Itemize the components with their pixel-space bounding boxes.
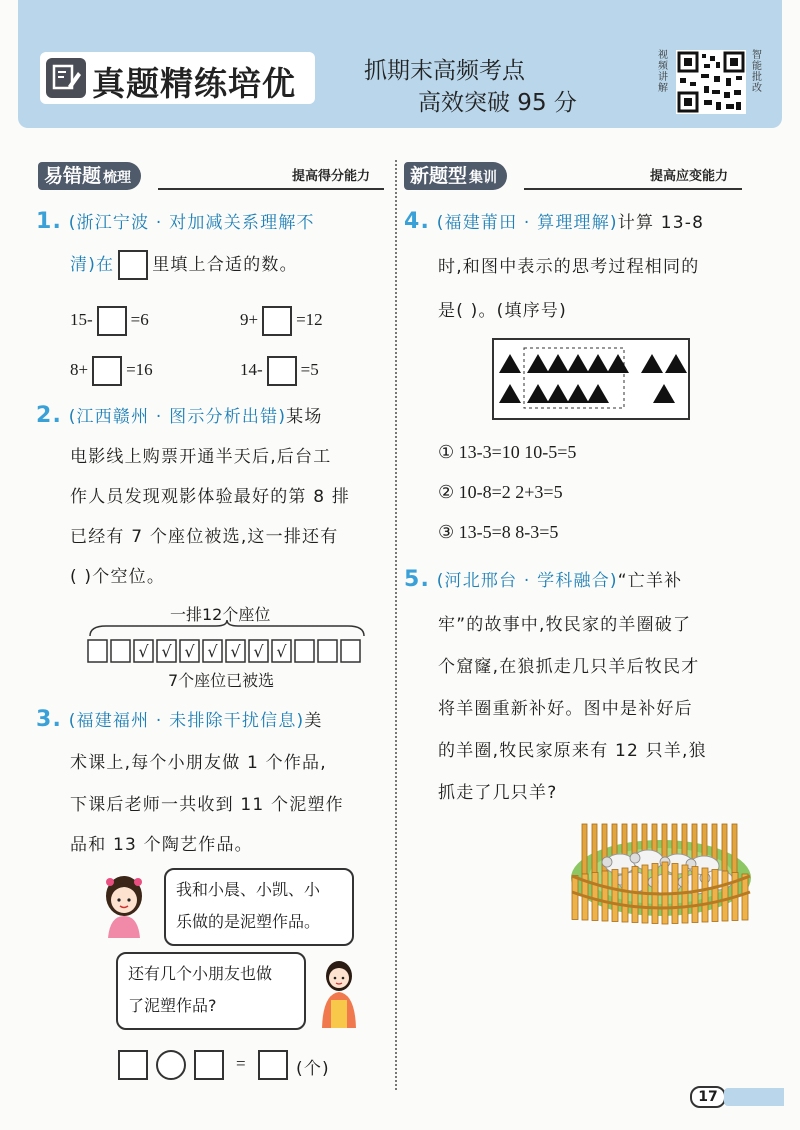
q5-source: (河北邢台 · 学科融合): [436, 571, 618, 591]
answer-box[interactable]: [92, 356, 122, 386]
seat-check: √: [138, 642, 149, 661]
answer-box[interactable]: [118, 250, 148, 280]
slogan-line-1: 抓期末高频考点: [364, 58, 525, 84]
seat: [88, 640, 107, 662]
q4-option-3[interactable]: ③ 13-5=8 8-3=5: [438, 522, 559, 542]
q5-line-3: 个窟窿,在狼抓走几只羊后牧民才: [438, 657, 700, 677]
q1-line-2: [70, 250, 298, 280]
eq-unit: (个): [296, 1059, 330, 1079]
seat-check: √: [276, 642, 287, 661]
eq-equal: =: [236, 1054, 246, 1073]
seat-check: √: [207, 642, 218, 661]
q1-eq-1: [70, 306, 149, 336]
bubble-text: 还有几个小朋友也做: [128, 964, 273, 983]
seat: [318, 640, 337, 662]
pencil-icon: [46, 58, 86, 98]
header-title-box: [40, 52, 315, 104]
triangle-diagram: [492, 338, 690, 420]
fence-post: [732, 824, 737, 874]
section-tag-small: 梳理: [103, 170, 132, 186]
speech-bubble-teacher: [116, 952, 306, 1030]
sheep-pen-illustration: [568, 816, 754, 926]
bubble-text: 了泥塑作品?: [128, 996, 217, 1015]
fence-post: [712, 870, 718, 922]
q5-line-5: 的羊圈,牧民家原来有 12 只羊,狼: [438, 741, 707, 761]
q5-line-4: 将羊圈重新补好。图中是补好后: [438, 699, 693, 719]
seat-box: [318, 640, 337, 662]
q3-line-3: 下课后老师一共收到 11 个泥塑作: [70, 795, 344, 815]
q1-eq-3: [70, 356, 153, 386]
seat-check: √: [230, 642, 241, 661]
eq-part: 14-: [240, 359, 263, 379]
eq-part: 8+: [70, 359, 89, 379]
column-divider: [395, 160, 397, 1090]
seat: [295, 640, 314, 662]
slogan-line-2: 高效突破 95 分: [418, 90, 577, 116]
q3-source: (福建福州 · 未排除干扰信息): [68, 711, 305, 731]
seat-box: [341, 640, 360, 662]
q4-source: (福建莆田 · 算理理解): [436, 213, 618, 233]
answer-box[interactable]: [194, 1050, 224, 1080]
header-title: 真题精练培优: [92, 64, 296, 103]
fence-post: [572, 876, 578, 920]
bubble-text: 乐做的是泥塑作品。: [176, 912, 321, 931]
q5-line-2: 牢”的故事中,牧民家的羊圈破了: [438, 615, 692, 635]
fence-post: [592, 824, 597, 874]
seat: [111, 640, 130, 662]
fence-post: [692, 867, 698, 923]
seat-box: [88, 640, 107, 662]
q2-line-4: 已经有 7 个座位被选,这一排还有: [70, 527, 339, 547]
q5-line1-rest: “亡羊补: [617, 571, 683, 591]
seat: [134, 640, 153, 662]
q5-number: 5.: [404, 567, 431, 592]
fence-post: [702, 868, 708, 922]
q2-line1-rest: 某场: [286, 407, 323, 427]
speech-bubble-girl: [164, 868, 354, 946]
page-header: [18, 0, 782, 128]
fence-post: [722, 824, 727, 874]
banner-rule: [158, 188, 384, 190]
seat: [180, 640, 199, 662]
q3-number: 3.: [36, 707, 63, 732]
teacher-illustration: [314, 956, 364, 1028]
seat: [341, 640, 360, 662]
fence-post: [602, 871, 608, 921]
seat-check: √: [253, 642, 264, 661]
q5-line-6: 抓走了几只羊?: [438, 783, 558, 803]
q4-option-2[interactable]: ② 10-8=2 2+3=5: [438, 482, 563, 502]
eq-part: 9+: [240, 309, 259, 329]
page-tab: [724, 1088, 784, 1106]
section-goal-left: 提高得分能力: [292, 169, 371, 184]
eq-part: 15-: [70, 309, 93, 329]
q2-line-1: [36, 402, 323, 428]
q1-line2-end: 里填上合适的数。: [152, 255, 298, 275]
diagram-frame: [493, 339, 689, 419]
qr-label-video: 视频讲解: [658, 50, 668, 94]
eq-part: =12: [296, 309, 323, 329]
q4-line-3: 是( )。(填序号): [438, 301, 567, 321]
answer-box[interactable]: [118, 1050, 148, 1080]
q4-line-2: 时,和图中表示的思考过程相同的: [438, 257, 700, 277]
qr-panel[interactable]: [658, 48, 780, 116]
eq-part: =16: [126, 359, 153, 379]
q4-line1-rest: 计算 13-8: [617, 213, 705, 233]
seat-row: [88, 640, 360, 662]
seat: [157, 640, 176, 662]
seat-box: [111, 640, 130, 662]
q4-number: 4.: [404, 209, 431, 234]
q4-line-1: [404, 208, 704, 234]
seat-diagram-bottom-label: 7个座位已被选: [168, 671, 275, 690]
answer-box[interactable]: [262, 306, 292, 336]
section-tag-small: 集训: [469, 170, 498, 186]
answer-box[interactable]: [267, 356, 297, 386]
eq-part: =6: [130, 309, 149, 329]
fence-post: [592, 873, 598, 921]
q3-line-1: [36, 706, 323, 732]
q1-number: 1.: [36, 209, 63, 234]
q1-eq-2: [240, 306, 323, 336]
seat: [272, 640, 291, 662]
q4-option-1[interactable]: ① 13-3=10 10-5=5: [438, 442, 577, 462]
q1-line2-start: 清)在: [70, 255, 115, 275]
seat-box: [295, 640, 314, 662]
seat-check: √: [184, 642, 195, 661]
seat-check: √: [161, 642, 172, 661]
fence-post: [612, 870, 618, 922]
qr-label-grading: 智能批改: [752, 50, 762, 94]
answer-box[interactable]: [97, 306, 127, 336]
section-tag-main: 新题型: [410, 165, 468, 187]
fence-post: [742, 874, 748, 920]
seat: [249, 640, 268, 662]
fence-post: [632, 867, 638, 923]
brace-top: [90, 620, 364, 636]
q3-line-2: 术课上,每个小朋友做 1 个作品,: [70, 753, 327, 773]
header-slogan: [328, 50, 658, 120]
q3-line-4: 品和 13 个陶艺作品。: [70, 835, 253, 855]
seat: [226, 640, 245, 662]
seat: [203, 640, 222, 662]
section-tag-right: [404, 162, 507, 190]
fence-post: [622, 868, 628, 922]
page-number: 17: [690, 1086, 726, 1108]
seat-diagram-top-label: 一排12个座位: [170, 605, 271, 624]
q2-number: 2.: [36, 403, 63, 428]
q1-line-1: [36, 208, 315, 234]
section-tag-main: 易错题: [44, 165, 102, 187]
answer-box[interactable]: [258, 1050, 288, 1080]
q2-line-3: 作人员发现观影体验最好的第 8 排: [70, 487, 351, 507]
q2-line-2: 电影线上购票开通半天后,后台工: [70, 447, 332, 467]
section-goal-right: 提高应变能力: [650, 169, 729, 184]
q1-source: (浙江宁波 · 对加减关系理解不: [68, 213, 315, 233]
bubble-text: 我和小晨、小凯、小: [176, 880, 321, 899]
fence-post: [722, 871, 728, 921]
q5-line-1: [404, 566, 682, 592]
qr-code-icon[interactable]: [676, 50, 746, 114]
section-banner-right: [404, 162, 742, 190]
q3-line1-rest: 美: [304, 711, 323, 731]
banner-rule: [524, 188, 742, 190]
fence-post: [582, 824, 587, 874]
q2-line-5: ( )个空位。: [70, 567, 166, 587]
eq-part: =5: [300, 359, 319, 379]
q2-source: (江西赣州 · 图示分析出错): [68, 407, 287, 427]
section-banner-left: [38, 162, 384, 190]
seat-diagram: [86, 620, 368, 668]
section-tag-left: [38, 162, 141, 190]
operator-circle[interactable]: [156, 1050, 186, 1080]
q1-eq-4: [240, 356, 319, 386]
girl-illustration: [96, 870, 152, 940]
